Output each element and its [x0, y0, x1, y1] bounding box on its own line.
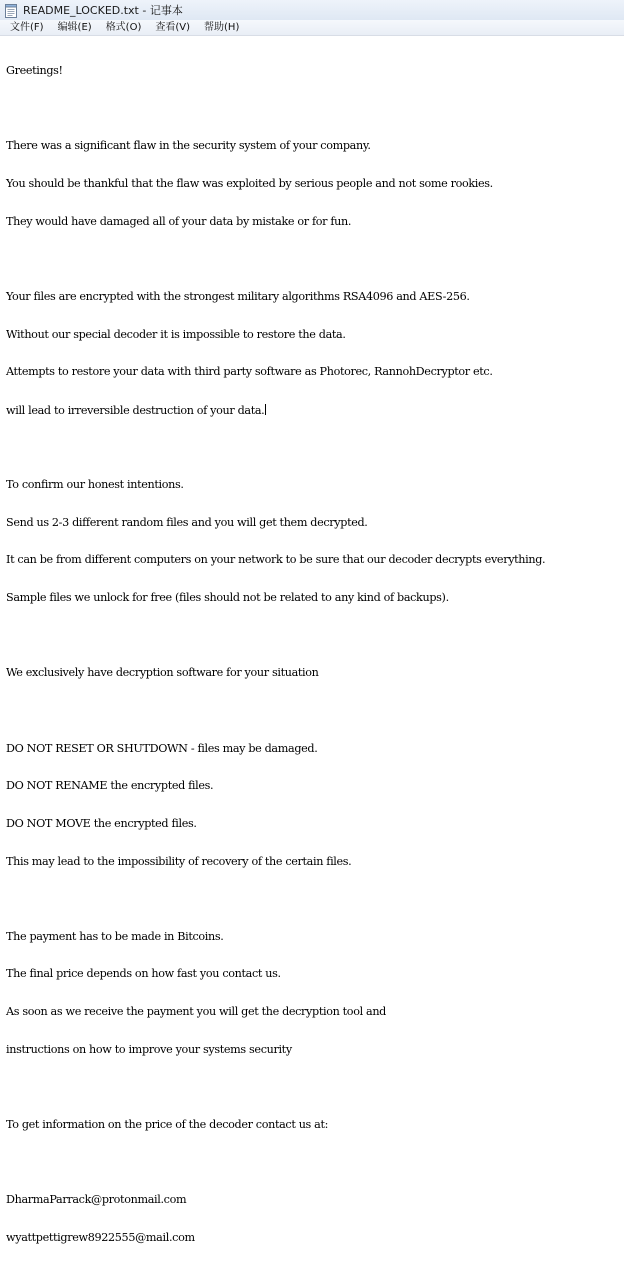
text-line: The final price depends on how fast you contact us. — [6, 967, 281, 981]
text-line — [6, 103, 545, 116]
text-line: DO NOT RENAME the encrypted files. — [6, 779, 214, 793]
text-line: wyattpettigrew8922555@mail.com — [6, 1230, 195, 1244]
text-line — [6, 253, 545, 266]
title-bar[interactable] — [0, 0, 624, 20]
menu-file[interactable]: 文件(F) — [10, 22, 44, 33]
text-line: The payment has to be made in Bitcoins. — [6, 929, 224, 943]
menu-view[interactable]: 查看(V) — [155, 22, 191, 33]
text-line: They would have damaged all of your data by mistake or for fun. — [6, 214, 352, 228]
text-line: Greetings! — [6, 64, 63, 78]
menu-edit[interactable]: 编辑(E) — [57, 22, 92, 33]
text-editor[interactable] — [0, 37, 624, 1244]
text-line — [6, 1081, 545, 1094]
text-line — [6, 630, 545, 643]
text-line: Sample files we unlock for free (files should not be related to any kind of backups). — [6, 591, 449, 605]
text-line-with-caret — [6, 404, 545, 417]
text-line: DharmaParrack@protonmail.com — [6, 1193, 187, 1207]
text-line: instructions on how to improve your systems security — [6, 1042, 292, 1056]
text-line: Send us 2-3 different random files and you will get them decrypted. — [6, 515, 368, 529]
text-line — [6, 1157, 545, 1170]
text-line: As soon as we receive the payment you will get the decryption tool and — [6, 1005, 386, 1019]
text-line: Your files are encrypted with the strongest military algorithms RSA4096 and AES-256. — [6, 289, 470, 303]
text-line: This may lead to the impossibility of recovery of the certain files. — [6, 854, 352, 868]
text-line: To get information on the price of the decoder contact us at: — [6, 1118, 329, 1132]
text-line — [6, 705, 545, 718]
text-line — [6, 893, 545, 906]
window-title: README_LOCKED.txt - 记事本 — [23, 4, 183, 17]
text-line: There was a significant flaw in the security system of your company. — [6, 139, 371, 153]
text-line: Without our special decoder it is impossible to restore the data. — [6, 327, 346, 341]
text-line: Attempts to restore your data with third party software as Photorec, RannohDecryptor etc. — [6, 365, 493, 379]
text-line — [6, 442, 545, 455]
text-line: You should be thankful that the flaw was exploited by serious people and not some rookies. — [6, 177, 493, 191]
text-line: DO NOT RESET OR SHUTDOWN - files may be damaged. — [6, 741, 318, 755]
notepad-icon — [4, 3, 18, 18]
menu-help[interactable]: 帮助(H) — [204, 22, 240, 33]
text-line: We exclusively have decryption software for your situation — [6, 666, 319, 680]
text-line: To confirm our honest intentions. — [6, 478, 184, 492]
text-line: It can be from different computers on your network to be sure that our decoder decrypts everything. — [6, 553, 546, 567]
text-caret — [265, 404, 266, 415]
document-text[interactable] — [6, 40, 545, 1270]
menu-format[interactable]: 格式(O) — [105, 22, 142, 33]
text-line: DO NOT MOVE the encrypted files. — [6, 816, 197, 830]
text-line: will lead to irreversible destruction of your data. — [6, 403, 265, 417]
menu-bar — [0, 20, 624, 36]
